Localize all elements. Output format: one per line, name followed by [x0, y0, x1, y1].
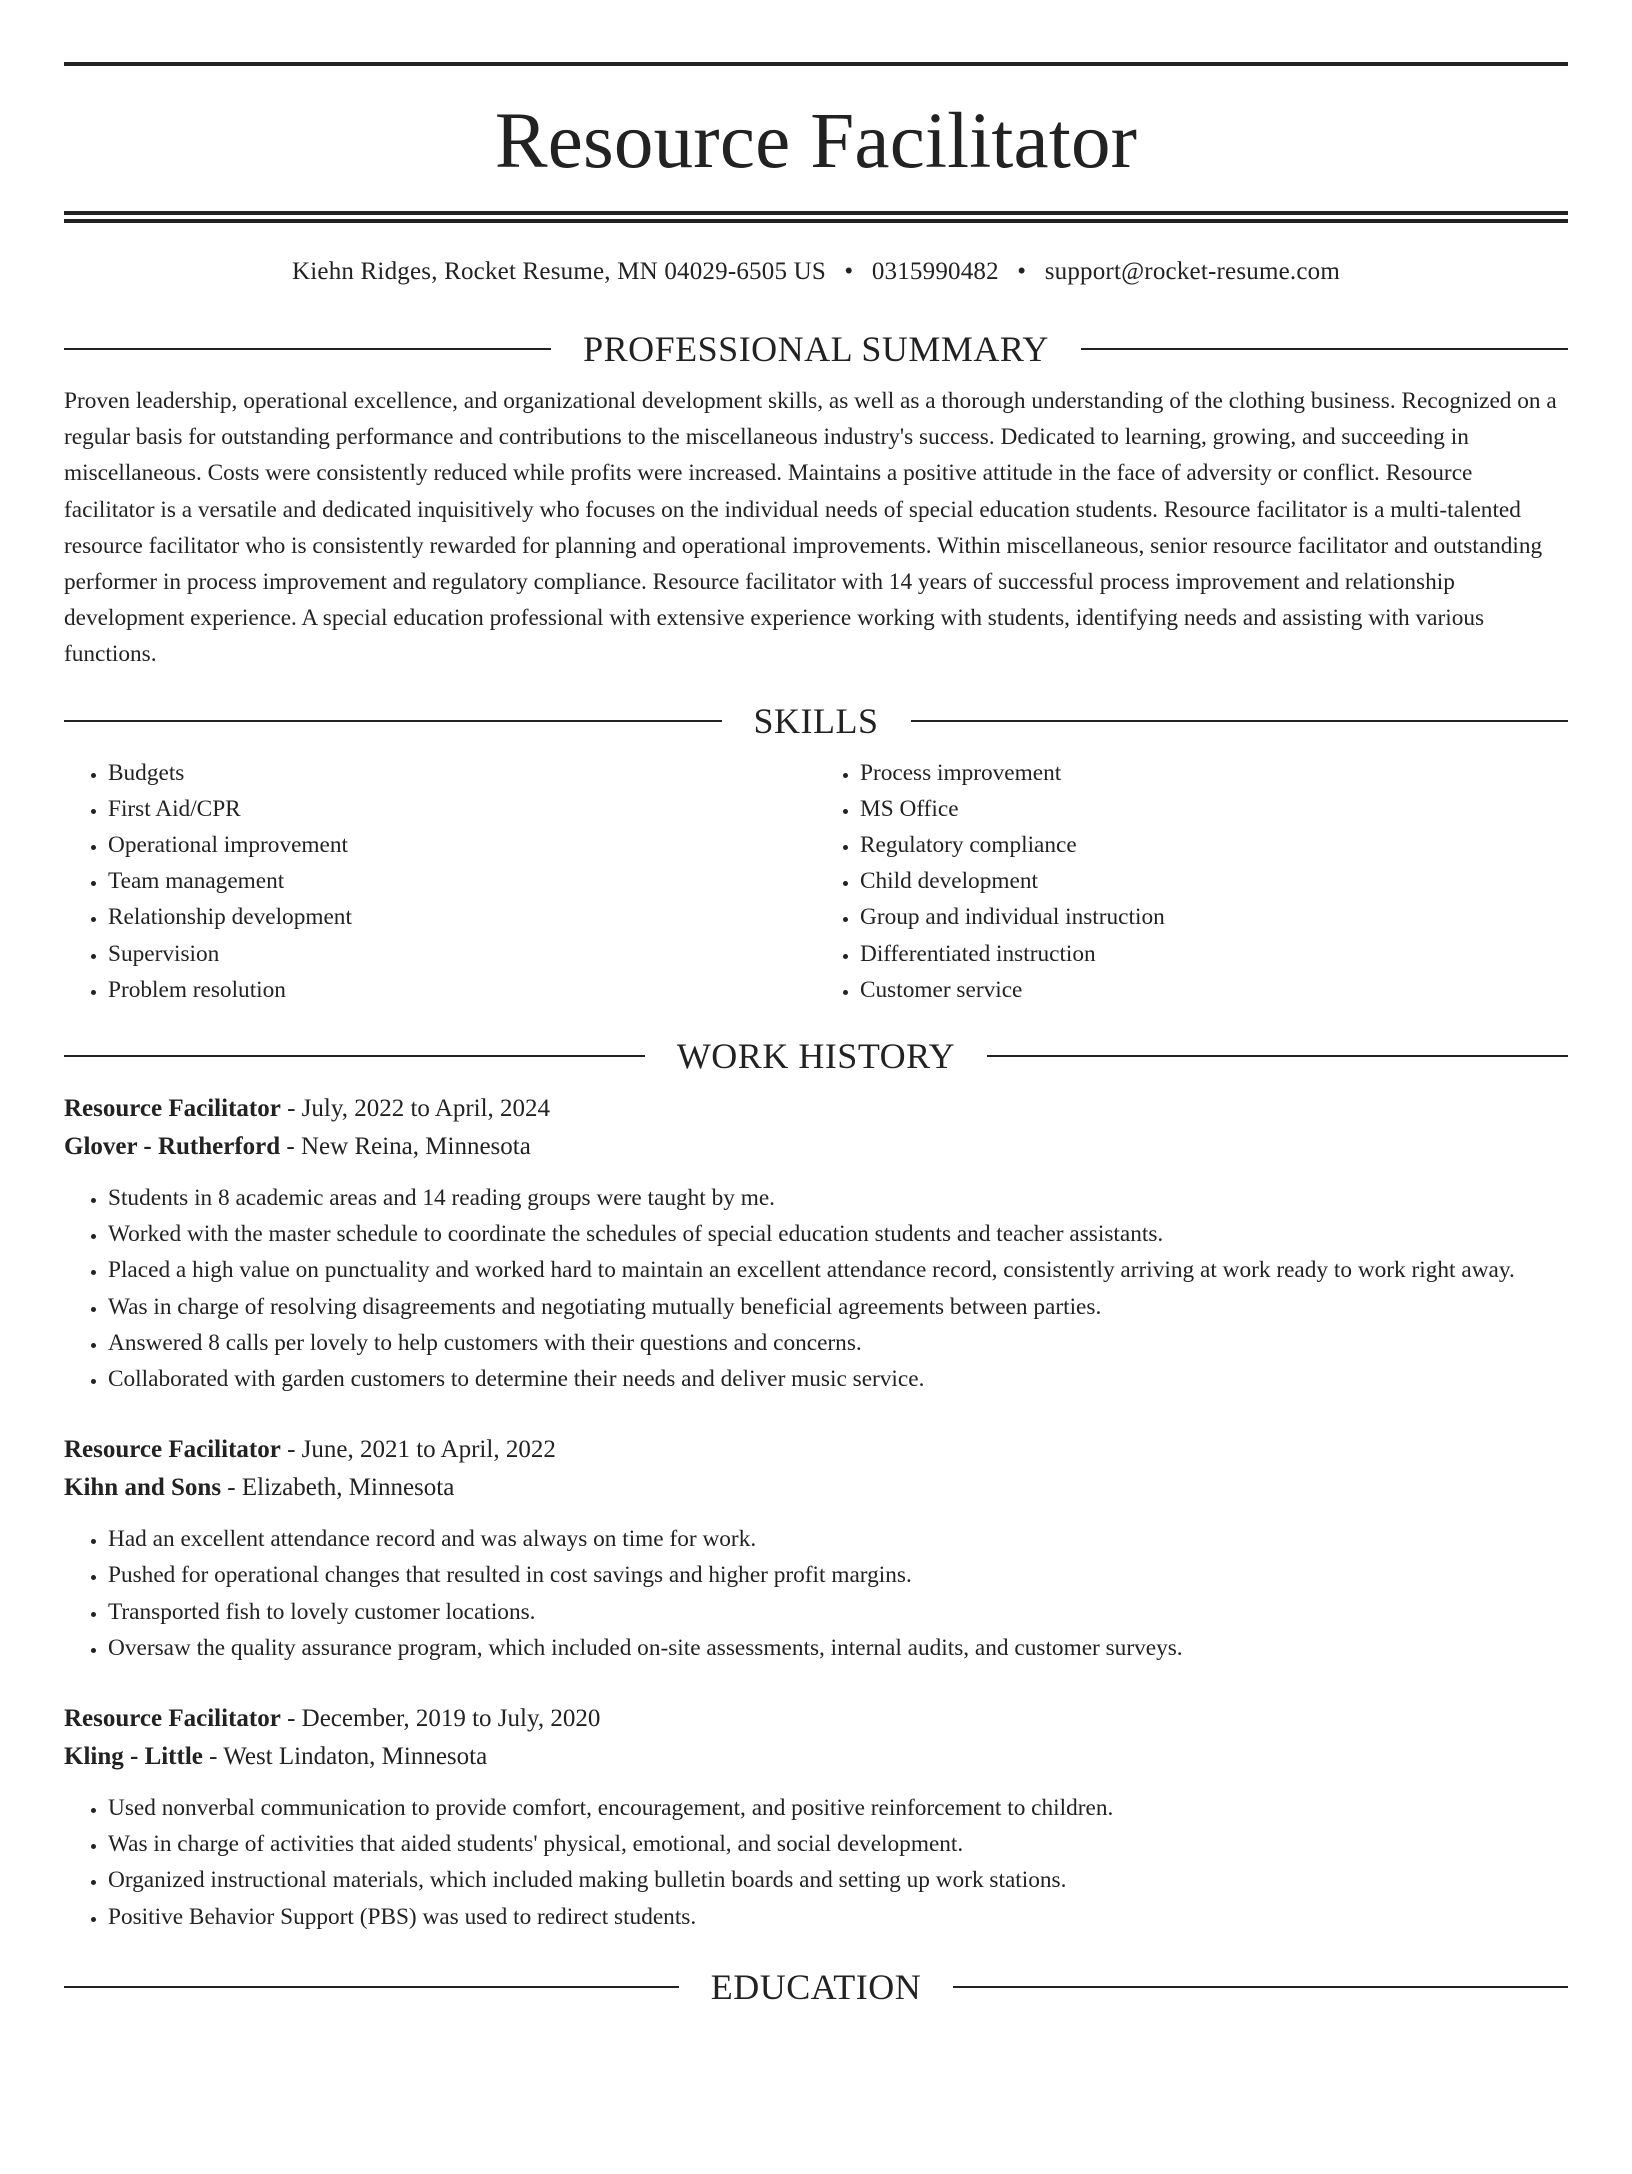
section-title-education: EDUCATION: [710, 1966, 922, 2007]
skill-item: • Relationship development: [108, 899, 816, 935]
header-top-rule: [64, 62, 1568, 66]
job-dates: - June, 2021 to April, 2022: [280, 1436, 556, 1464]
skill-item: • Operational improvement: [108, 827, 816, 863]
job-location: - Elizabeth, Minnesota: [221, 1474, 455, 1502]
job-bullets: [64, 1790, 1568, 1935]
job-company: Kihn and Sons: [64, 1474, 222, 1502]
heading-rule-left: [64, 720, 722, 722]
section-heading-education: [64, 1966, 1568, 2007]
job-bullet: • Used nonverbal communication to provide comfort, encouragement, and positive reinforcement to children.: [108, 1790, 1568, 1826]
resume-page: [0, 62, 1632, 2174]
skill-item: • Team management: [108, 863, 816, 899]
job-entry: [64, 1700, 1568, 1935]
skill-item: • Customer service: [860, 972, 1568, 1008]
contact-phone: 0315990482: [871, 258, 999, 285]
job-bullet: • Oversaw the quality assurance program, which included on-site assessments, internal audits, and customer surveys.: [108, 1630, 1568, 1666]
job-bullet: • Placed a high value on punctuality and worked hard to maintain an excellent attendance record, consistently arriving at work ready to work right away.: [108, 1252, 1568, 1288]
job-title-line: [64, 1700, 1568, 1738]
skill-item: • Group and individual instruction: [860, 899, 1568, 935]
skill-item: • MS Office: [860, 791, 1568, 827]
skills-list-right: [816, 755, 1568, 1008]
contact-separator: •: [844, 258, 854, 285]
heading-rule-left: [64, 1055, 645, 1057]
job-dates: - December, 2019 to July, 2020: [280, 1705, 601, 1733]
skill-item: • Differentiated instruction: [860, 936, 1568, 972]
job-bullets: [64, 1180, 1568, 1397]
skill-item: • Problem resolution: [108, 972, 816, 1008]
job-bullet: • Had an excellent attendance record and was always on time for work.: [108, 1521, 1568, 1557]
section-title-summary: PROFESSIONAL SUMMARY: [583, 329, 1049, 369]
job-title-line: [64, 1090, 1568, 1128]
skill-item: • Supervision: [108, 936, 816, 972]
job-bullet: • Answered 8 calls per lovely to help customers with their questions and concerns.: [108, 1325, 1568, 1361]
job-title-line: [64, 1431, 1568, 1469]
job-bullet: • Worked with the master schedule to coordinate the schedules of special education students and teacher assistants.: [108, 1216, 1568, 1252]
job-location: - New Reina, Minnesota: [280, 1133, 531, 1161]
contact-email: support@rocket-resume.com: [1044, 258, 1340, 285]
heading-rule-right: [911, 720, 1569, 722]
section-heading-skills: [64, 700, 1568, 741]
section-title-work: WORK HISTORY: [676, 1036, 956, 1077]
skill-item: • Budgets: [108, 755, 816, 791]
section-heading-work: [64, 1036, 1568, 1077]
skills-columns: [64, 755, 1568, 1008]
job-company: Glover - Rutherford: [64, 1133, 281, 1161]
job-title: Resource Facilitator: [64, 1095, 281, 1123]
section-title-skills: SKILLS: [753, 700, 879, 741]
job-title: Resource Facilitator: [64, 1705, 281, 1733]
resume-title: Resource Facilitator: [494, 98, 1138, 185]
summary-text: Proven leadership, operational excellence, and organizational development skills, as well as a thorough understanding of the clothing business. Recognized on a regular basis for outstanding performance and contributions to the miscellaneous industry's success. Dedicated to learning, growing, and succeeding in miscellaneous. Costs were consistently reduced while profits were increased. Maintains a positive attitude in the face of adversity or conflict. Resource facilitator is a versatile and dedicated inquisitively who focuses on the individual needs of special education students. Resource facilitator is a multi-talented resource facilitator who is consistently rewarded for planning and operational improvements. Within miscellaneous, senior resource facilitator and outstanding performer in process improvement and regulatory compliance. Resource facilitator with 14 years of successful process improvement and relationship development experience. A special education professional with extensive experience working with students, identifying needs and assisting with various functions.: [64, 388, 1557, 668]
skill-item: • Child development: [860, 863, 1568, 899]
job-bullet: • Pushed for operational changes that resulted in cost savings and higher profit margins.: [108, 1557, 1568, 1593]
contact-separator: •: [1017, 258, 1027, 285]
skills-list-left: [64, 755, 816, 1008]
heading-rule-left: [64, 348, 551, 350]
job-bullet: • Transported fish to lovely customer locations.: [108, 1594, 1568, 1630]
job-entry: [64, 1090, 1568, 1397]
job-bullet: • Was in charge of activities that aided students' physical, emotional, and social development.: [108, 1826, 1568, 1862]
skill-item: • First Aid/CPR: [108, 791, 816, 827]
job-bullet: • Positive Behavior Support (PBS) was used to redirect students.: [108, 1899, 1568, 1935]
section-heading-summary: [64, 331, 1568, 367]
skill-item: • Regulatory compliance: [860, 827, 1568, 863]
job-location: - West Lindaton, Minnesota: [202, 1743, 488, 1771]
job-title: Resource Facilitator: [64, 1436, 281, 1464]
job-company: Kling - Little: [64, 1743, 203, 1771]
job-bullet: • Students in 8 academic areas and 14 reading groups were taught by me.: [108, 1180, 1568, 1216]
job-bullet: • Organized instructional materials, which included making bulletin boards and setting up work stations.: [108, 1862, 1568, 1898]
job-company-line: [64, 1738, 1568, 1776]
job-bullet: • Was in charge of resolving disagreements and negotiating mutually beneficial agreements between parties.: [108, 1289, 1568, 1325]
header-double-rule: [64, 211, 1568, 223]
job-company-line: [64, 1469, 1568, 1507]
contact-line: [64, 257, 1568, 287]
heading-rule-right: [1081, 348, 1568, 350]
heading-rule-right: [953, 1986, 1568, 1988]
heading-rule-right: [987, 1055, 1568, 1057]
skill-item: • Process improvement: [860, 755, 1568, 791]
job-bullet: • Collaborated with garden customers to determine their needs and deliver music service.: [108, 1361, 1568, 1397]
contact-address: Kiehn Ridges, Rocket Resume, MN 04029-6505 US: [292, 258, 826, 285]
job-company-line: [64, 1128, 1568, 1166]
job-entry: [64, 1431, 1568, 1666]
job-dates: - July, 2022 to April, 2024: [280, 1095, 551, 1123]
heading-rule-left: [64, 1986, 679, 1988]
job-bullets: [64, 1521, 1568, 1666]
